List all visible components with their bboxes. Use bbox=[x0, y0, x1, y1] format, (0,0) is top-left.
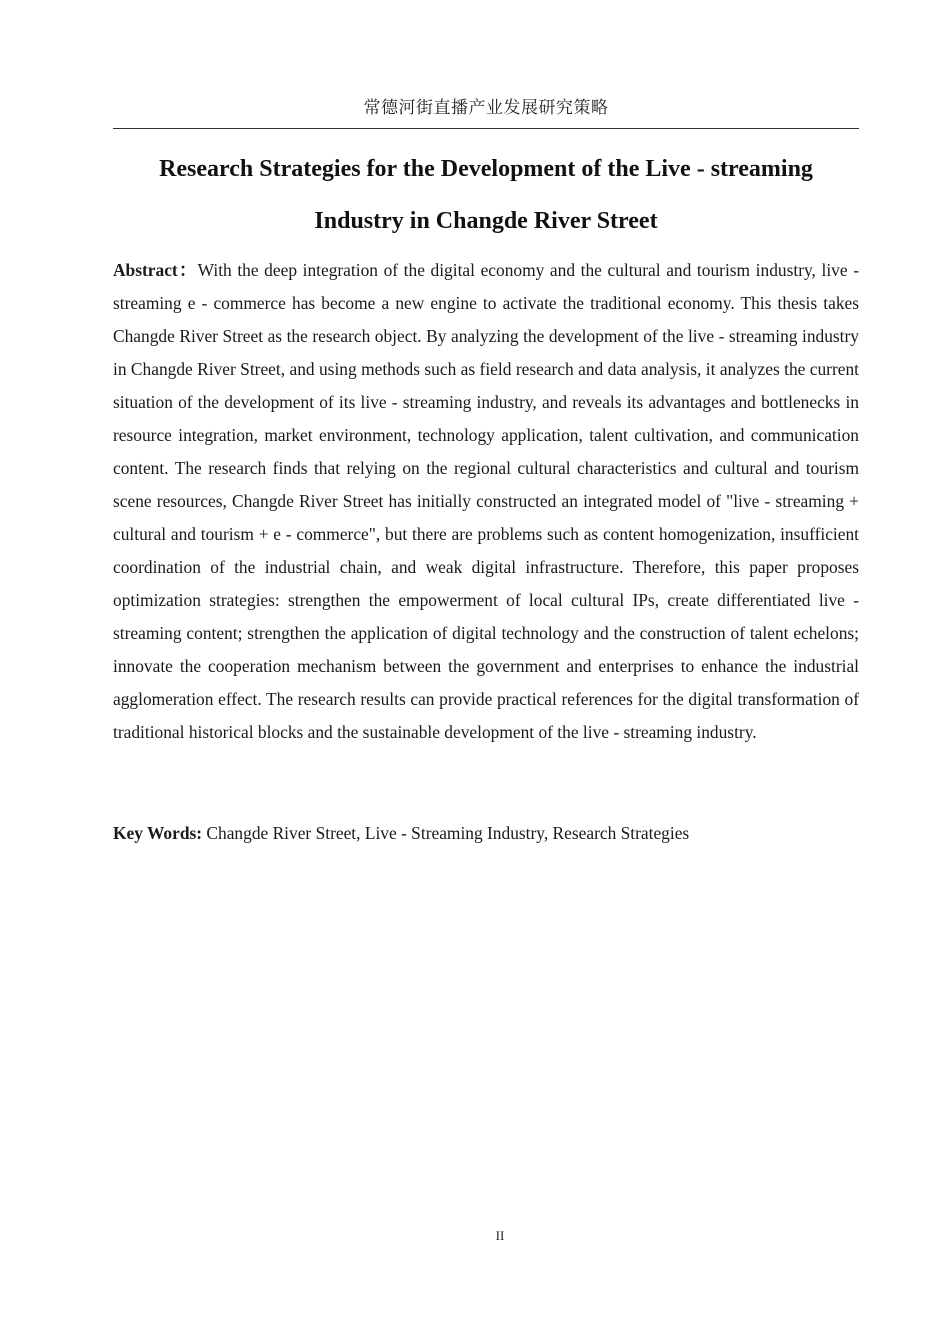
header-divider bbox=[113, 128, 859, 129]
keywords-line bbox=[113, 818, 859, 848]
abstract-label: Abstract： bbox=[113, 260, 198, 280]
running-header: 常德河街直播产业发展研究策略 bbox=[363, 98, 609, 118]
abstract-paragraph bbox=[113, 254, 859, 749]
paper-title: Research Strategies for the Development of the Live - streaming Industry in Changde River Street bbox=[159, 156, 813, 234]
page-number: II bbox=[495, 1228, 505, 1243]
abstract-text: With the deep integration of the digital economy and the cultural and tourism industry, live - streaming e - commerce has become a new engine to activate the traditional economy. This thesis takes Changde River Street as the research object. By analyzing the development of the live - streaming industry in Changde River Street, and using methods such as field research and data analysis, it analyzes the current situation of the development of its live - streaming industry, and reveals its advantages and bottlenecks in resource integration, market environment, technology application, talent cultivation, and communication content. The research finds that relying on the regional cultural characteristics and cultural and tourism scene resources, Changde River Street has initially constructed an integrated model of "live - streaming + cultural and tourism + e - commerce", but there are problems such as content homogenization, insufficient coordination of the industrial chain, and weak digital infrastructure. Therefore, this paper proposes optimization strategies: strengthen the empowerment of local cultural IPs, create differentiated live - streaming content; strengthen the application of digital technology and the construction of talent echelons; innovate the cooperation mechanism between the government and enterprises to enhance the industrial agglomeration effect. The research results can provide practical references for the digital transformation of traditional historical blocks and the sustainable development of the live - streaming industry. bbox=[113, 260, 859, 742]
keywords-label: Key Words: bbox=[113, 823, 203, 843]
keywords-text: Changde River Street, Live - Streaming Industry, Research Strategies bbox=[206, 823, 690, 843]
